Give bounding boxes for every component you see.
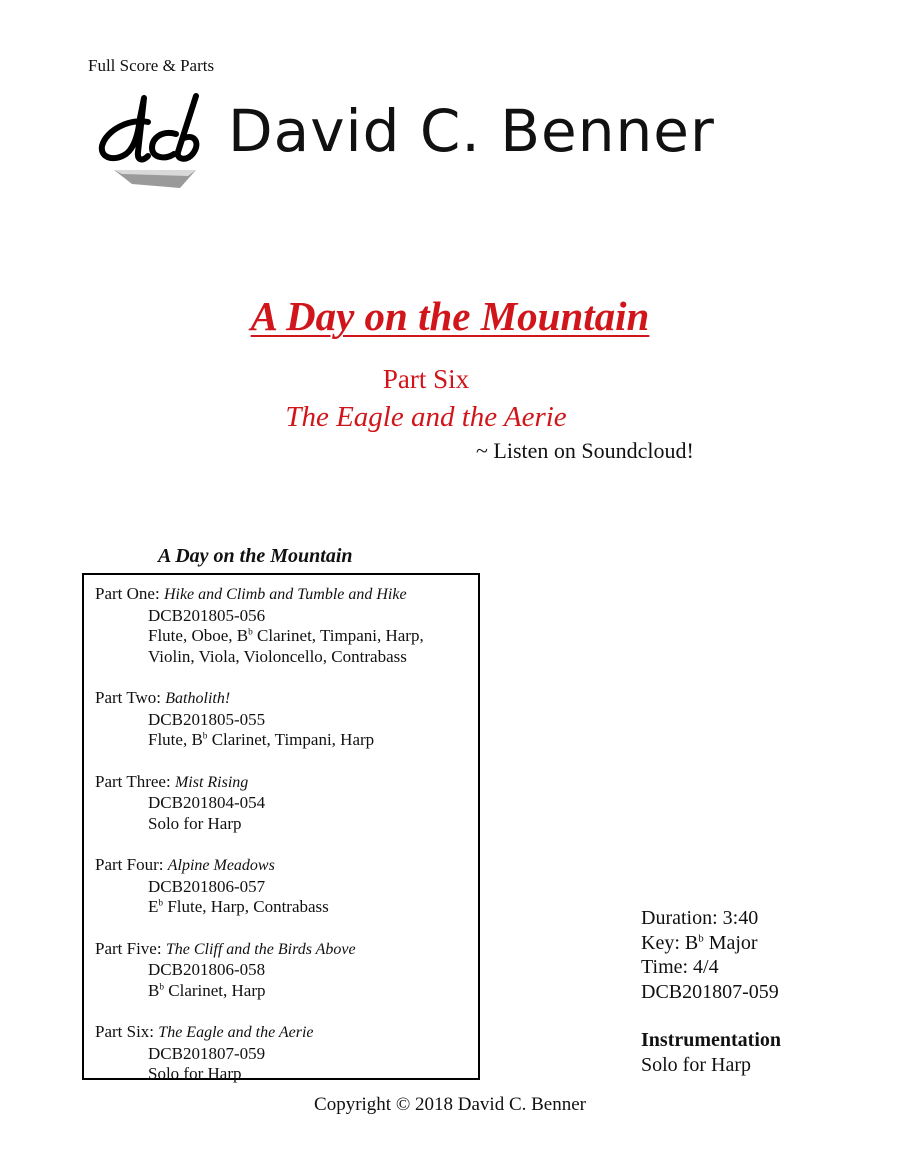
entry-instruments: Solo for Harp: [148, 813, 242, 833]
entry-part-label: Part Five:: [95, 938, 166, 958]
entry-instruments: Solo for Harp: [148, 1064, 242, 1083]
instrumentation-value: Solo for Harp: [641, 1053, 751, 1076]
entry-catalog-code: DCB201805-055: [148, 709, 266, 729]
entry-instruments: $E^b$ Flute, Harp, Contrabass: [148, 897, 329, 916]
entry-catalog-code: DCB201804-054: [148, 793, 266, 812]
main-title-text: A Day on the Mountain: [250, 293, 650, 339]
catalog-code: DCB201807-059: [641, 980, 779, 1003]
copyright: Copyright © 2018 David C. Benner: [314, 1094, 586, 1115]
entry-work-title: Alpine Meadows: [167, 857, 275, 874]
series-entry-5: [95, 939, 478, 1002]
publisher-name: David C. Benner: [228, 97, 715, 165]
series-heading: A Day on the Mountain: [158, 545, 353, 567]
series-entry-6: [95, 1022, 478, 1085]
entry-part-label: Part Four:: [95, 855, 168, 874]
entry-work-title: Hike and Climb and Tumble and Hike: [163, 586, 407, 603]
entry-instruments: Flute, $B^b$ Clarinet, Timpani, Harp: [148, 730, 375, 749]
piece-info: [641, 906, 781, 1077]
part-label: Part Six: [382, 364, 470, 394]
entry-work-title: Mist Rising: [174, 773, 249, 791]
soundcloud-link[interactable]: ~ Listen on Soundcloud!: [476, 438, 694, 463]
entry-work-title: The Eagle and the Aerie: [158, 1024, 314, 1041]
part-subtitle: The Eagle and the Aerie: [285, 401, 567, 433]
duration: Duration: 3:40: [641, 907, 759, 929]
entry-work-title: The Cliff and the Birds Above: [165, 940, 356, 958]
key-signature: Key: $B^b$ Major: [641, 931, 758, 954]
entry-instruments: Flute, Oboe, $B^b$ Clarinet, Timpani, Harp,: [148, 626, 424, 645]
dcb-logo-icon: [92, 92, 207, 192]
entry-catalog-code: DCB201806-057: [148, 876, 266, 896]
instrumentation-heading: Instrumentation: [641, 1029, 782, 1051]
series-entry-2: [95, 688, 478, 751]
entry-work-title: Batholith!: [165, 690, 231, 707]
series-list-box: [82, 573, 480, 1083]
score-label: Full Score & Parts: [88, 56, 215, 75]
entry-part-label: Part Two:: [95, 688, 166, 707]
entry-catalog-code: DCB201805-056: [148, 605, 266, 625]
entry-instruments-continued: Violin, Viola, Violoncello, Contrabass: [148, 646, 407, 666]
series-entry-3: [95, 772, 478, 835]
entry-part-label: Part Three:: [95, 771, 175, 791]
main-title: [0, 292, 900, 340]
entry-catalog-code: DCB201807-059: [148, 1043, 266, 1063]
entry-part-label: Part Six:: [95, 1022, 159, 1041]
entry-instruments: $B^b$ Clarinet, Harp: [148, 980, 266, 1000]
entry-catalog-code: DCB201806-058: [148, 960, 266, 979]
entry-part-label: Part One:: [95, 584, 164, 603]
time-signature: Time: 4/4: [641, 956, 719, 978]
series-entry-1: [95, 584, 478, 667]
series-entry-4: [95, 855, 478, 918]
